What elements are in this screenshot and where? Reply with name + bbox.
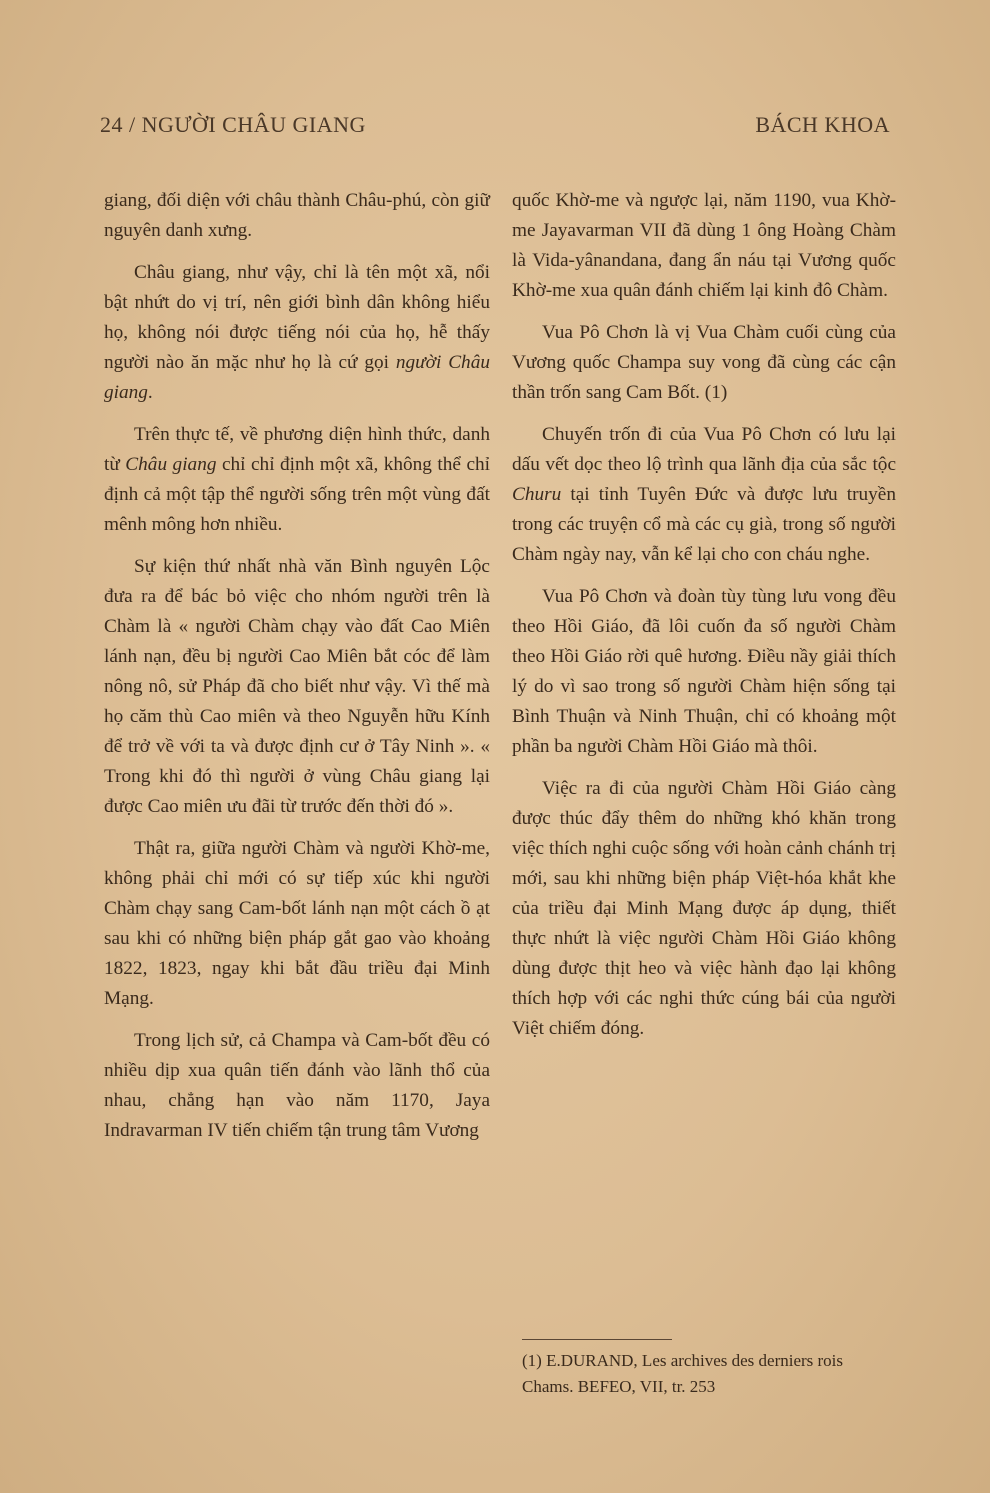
paragraph: quốc Khờ-me và ngược lại, năm 1190, vua Khờ-me Jayavarman VII đã dùng 1 ông Hoàng Chàm là Vida-yânandana, đang ẩn náu tại Vương quốc Khờ-me xua quân đánh chiếm lại kinh đô Chàm. (512, 190, 896, 301)
footnote-rule (522, 1339, 672, 1340)
italic-term: người Châu giang (104, 352, 490, 403)
header-publication: BÁCH KHOA (755, 112, 890, 137)
running-header (100, 112, 890, 146)
paragraph: Vua Pô Chơn và đoàn tùy tùng lưu vong đều theo Hồi Giáo, đã lôi cuốn đa số người Chàm theo Hồi Giáo rời quê hương. Điều nầy giải thích lý do vì sao trong số người Chàm hiện sống tại Bình Thuận và Ninh Thuận, chỉ có khoảng một phần ba người Chàm Hồi Giáo mà thôi. (512, 586, 896, 757)
italic-term: Châu giang (125, 454, 217, 475)
paragraph: Trong lịch sử, cả Champa và Cam-bốt đều có nhiều dịp xua quân tiến đánh vào lãnh thổ của nhau, chẳng hạn vào năm 1170, Jaya Indravarman IV tiến chiếm tận trung tâm Vương (104, 1030, 490, 1141)
header-page-title: 24 / NGƯỜI CHÂU GIANG (100, 112, 366, 137)
paragraph: Sự kiện thứ nhất nhà văn Bình nguyên Lộc đưa ra để bác bỏ việc cho nhóm người trên là Chàm là « người Chàm chạy vào đất Cao Miên lánh nạn, đều bị người Cao Miên bắt cóc để làm nông nô, sử Pháp đã cho biết như vậy. Vì thế mà họ căm thù Cao miên và theo Nguyễn hữu Kính để trở về với ta và được định cư ở Tây Ninh ». « Trong khi đó thì người ở vùng Châu giang lại được Cao miên ưu đãi từ trước đến thời đó ». (104, 556, 490, 817)
paragraph: Thật ra, giữa người Chàm và người Khờ-me, không phải chỉ mới có sự tiếp xúc khi người Chàm chạy sang Cam-bốt lánh nạn một cách ồ ạt sau khi có những biện pháp gắt gao vào khoảng 1822, 1823, ngay khi bắt đầu triều đại Minh Mạng. (104, 838, 490, 1009)
paragraph: Việc ra đi của người Chàm Hồi Giáo càng được thúc đẩy thêm do những khó khăn trong việc thích nghi cuộc sống với hoàn cảnh chánh trị mới, sau khi những biện pháp Việt-hóa khắt khe của triều đại Minh Mạng được áp dụng, thiết thực nhứt là việc người Chàm Hồi Giáo không dùng được thịt heo và việc hành đạo lại không thích hợp với các nghi thức cúng bái của người Việt chiếm đóng. (512, 778, 896, 1039)
paragraph: Chuyến trốn đi của Vua Pô Chơn có lưu lại dấu vết dọc theo lộ trình qua lãnh địa của sắc tộc Churu tại tỉnh Tuyên Đức và được lưu truyền trong các truyện cổ mà các cụ già, trong số người Chàm ngày nay, vẫn kể lại cho con cháu nghe. (512, 424, 896, 565)
paragraph: Châu giang, như vậy, chỉ là tên một xã, nổi bật nhứt do vị trí, nên giới bình dân không hiểu họ, không nói được tiếng nói của họ, hễ thấy người nào ăn mặc như họ là cứ gọi người Châu giang. (104, 262, 490, 403)
paragraph: Vua Pô Chơn là vị Vua Chàm cuối cùng của Vương quốc Champa suy vong đã cùng các cận thần trốn sang Cam Bốt. (1) (512, 322, 896, 403)
right-column (512, 186, 896, 1056)
footnote: (1) E.DURAND, Les archives des derniers rois Chams. BEFEO, VII, tr. 253 (522, 1351, 844, 1396)
left-column (104, 186, 490, 1158)
italic-term: Churu (512, 484, 562, 505)
paragraph: giang, đối diện với châu thành Châu-phú, còn giữ nguyên danh xưng. (104, 190, 490, 241)
paragraph: Trên thực tế, về phương diện hình thức, danh từ Châu giang chỉ chỉ định một xã, không thể chỉ định cả một tập thể người sống trên một vùng đất mênh mông hơn nhiều. (104, 424, 491, 535)
